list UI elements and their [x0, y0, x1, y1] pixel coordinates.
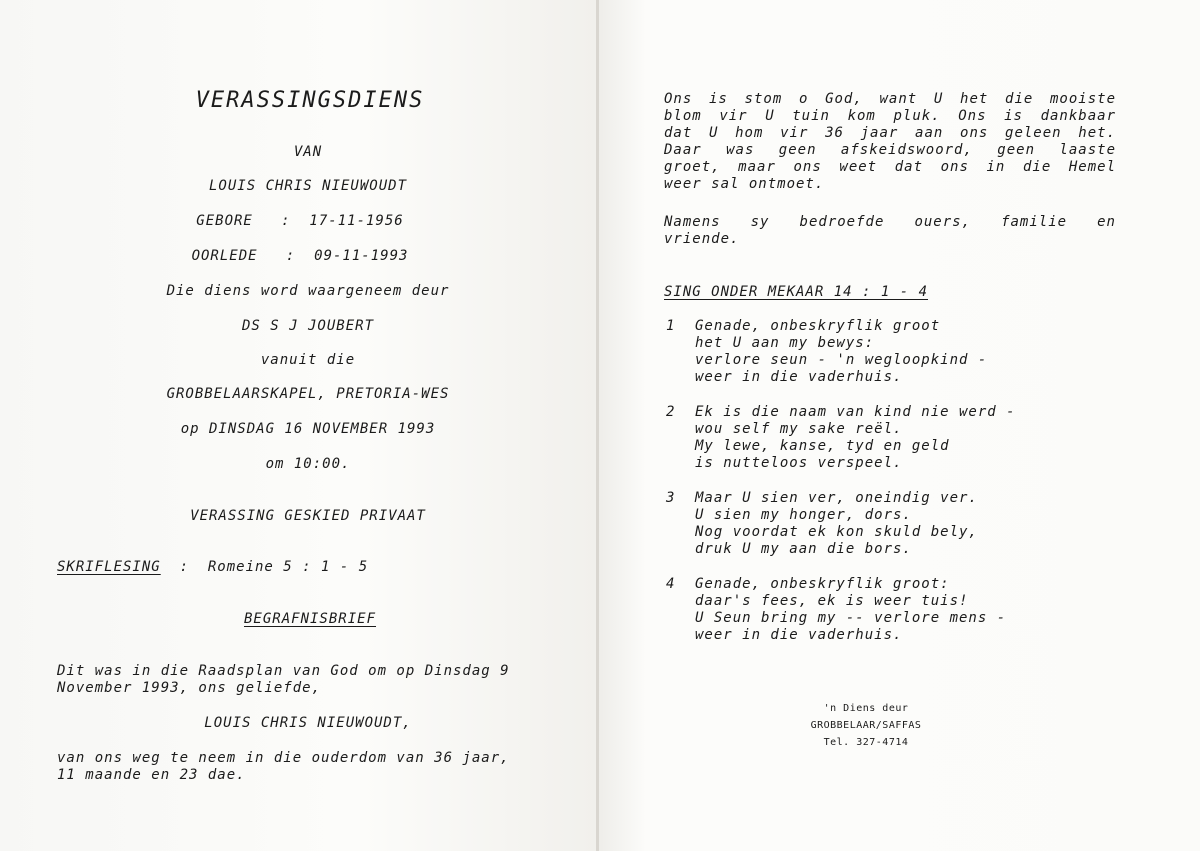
tribute-line: Daar was geen afskeidswoord, geen laaste — [664, 142, 1116, 158]
verse-line: Nog voordat ek kon skuld bely, — [695, 524, 978, 540]
letter-heading: BEGRAFNISBRIEF — [243, 611, 377, 627]
family-line: vriende. — [664, 231, 740, 247]
verse-line: Genade, onbeskryflik groot: — [695, 576, 950, 592]
funeral-home-name: GROBBELAAR/SAFFAS — [810, 720, 922, 731]
verse-line: weer in die vaderhuis. — [695, 627, 903, 643]
letter-line-4: 11 maande en 23 dae. — [57, 767, 246, 783]
tribute-line: dat U hom vir 36 jaar aan ons geleen het. — [664, 125, 1116, 141]
service-title: VERASSINGSDIENS — [195, 88, 425, 113]
verse-number: 2 — [666, 404, 676, 420]
tribute-line: blom vir U tuin kom pluk. Ons is dankbaar — [664, 108, 1116, 124]
letter-line-1: Dit was in die Raadsplan van God om op Dinsdag 9 — [57, 663, 510, 679]
page-fold — [596, 0, 599, 851]
tribute-line: weer sal ontmoet. — [664, 176, 825, 192]
verse-line: verlore seun - 'n wegloopkind - — [695, 352, 988, 368]
minister-name: DS S J JOUBERT — [241, 318, 375, 334]
verse-line: druk U my aan die bors. — [695, 541, 912, 557]
verse-line: My lewe, kanse, tyd en geld — [695, 438, 950, 454]
hymn-heading: SING ONDER MEKAAR 14 : 1 - 4 — [664, 284, 929, 300]
verse-number: 4 — [666, 576, 676, 592]
verse-line: het U aan my bewys: — [695, 335, 875, 351]
scripture-label: SKRIFLESING — [57, 559, 161, 575]
service-time: om 10:00. — [265, 456, 351, 472]
verse-line: U Seun bring my -- verlore mens - — [695, 610, 1007, 626]
letter-line-2: November 1993, ons geliefde, — [57, 680, 322, 696]
family-paragraph — [664, 214, 1116, 248]
verse-number: 3 — [666, 490, 676, 506]
van-label: VAN — [293, 144, 323, 160]
letter-name: LOUIS CHRIS NIEUWOUDT, — [204, 715, 412, 731]
deceased-name: LOUIS CHRIS NIEUWOUDT — [208, 178, 408, 194]
officiated-by-text: Die diens word waargeneem deur — [166, 283, 450, 299]
from-text: vanuit die — [260, 352, 356, 368]
verse-line: daar's fees, ek is weer tuis! — [695, 593, 969, 609]
verse-line: U sien my honger, dors. — [695, 507, 912, 523]
family-line: Namens sy bedroefde ouers, familie en — [664, 214, 1116, 230]
verse-number: 1 — [666, 318, 676, 334]
venue: GROBBELAARSKAPEL, PRETORIA-WES — [166, 386, 450, 402]
service-date: op DINSDAG 16 NOVEMBER 1993 — [180, 421, 436, 437]
funeral-home-credit: 'n Diens deur — [823, 703, 909, 714]
tribute-paragraph — [664, 91, 1116, 193]
death-date: OORLEDE : 09-11-1993 — [191, 248, 409, 264]
scripture-reference: : Romeine 5 : 1 - 5 — [160, 559, 369, 575]
letter-line-3: van ons weg te neem in die ouderdom van 36 jaar, — [57, 750, 510, 766]
birth-date: GEBORE : 17-11-1956 — [196, 213, 404, 229]
funeral-home-phone: Tel. 327-4714 — [823, 737, 909, 748]
tribute-line: groet, maar ons weet dat ons in die Hemel — [664, 159, 1116, 175]
verse-line: Ek is die naam van kind nie werd - — [695, 404, 1016, 420]
verse-line: weer in die vaderhuis. — [695, 369, 903, 385]
cremation-note: VERASSING GESKIED PRIVAAT — [190, 508, 426, 524]
verse-line: Maar U sien ver, oneindig ver. — [695, 490, 978, 506]
scripture-reading — [57, 559, 368, 576]
verse-line: is nutteloos verspeel. — [695, 455, 903, 471]
verse-line: Genade, onbeskryflik groot — [695, 318, 941, 334]
tribute-line: Ons is stom o God, want U het die mooiste — [664, 91, 1116, 107]
verse-line: wou self my sake reël. — [695, 421, 903, 437]
